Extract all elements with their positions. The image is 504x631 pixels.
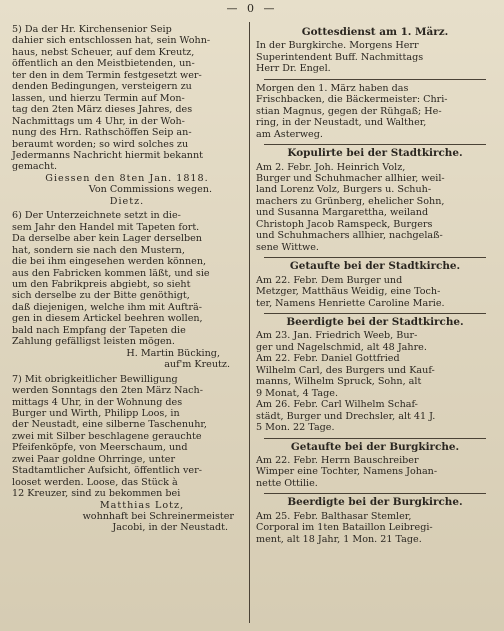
- text-line: In der Burgkirche. Morgens Herr: [256, 40, 419, 52]
- section-getaufte-stadt: [256, 261, 494, 309]
- notice-6: [12, 210, 242, 370]
- left-column: [12, 24, 242, 537]
- text-line: Burger und Wirth, Philipp Loos, in: [12, 407, 180, 419]
- signature-line-1: H. Martin Bücking,: [126, 347, 220, 359]
- text-line: Da derselbe aber kein Lager derselben: [12, 233, 202, 245]
- text-line: gen in diesem Artickel beehren wollen,: [12, 313, 203, 325]
- text-line: der Neustadt, eine silberne Taschenuhr,: [12, 419, 207, 431]
- place-date: Giessen den 8ten Jan. 1818.: [45, 172, 209, 184]
- section-heading: Gottesdienst am 1. März.: [301, 26, 449, 38]
- text-line: Herr Dr. Engel.: [256, 63, 331, 75]
- section-kopulirte: [256, 148, 494, 253]
- text-line: 7) Mit obrigkeitlicher Bewilligung: [12, 373, 178, 385]
- text-line: aus den Fabricken kommen läßt, und sie: [12, 267, 210, 279]
- signature-line-1: Von Commissions wegen.: [88, 184, 212, 196]
- text-line: Corporal im 1ten Bataillon Leibregi-: [256, 522, 433, 534]
- text-line: hat, sondern sie nach den Mustern,: [12, 244, 185, 256]
- notice-7-text: [12, 374, 242, 500]
- text-line: Jedermanns Nachricht hiermit bekannt: [12, 149, 203, 161]
- section-text: [256, 83, 494, 140]
- text-line: lassen, und hierzu Termin auf Mon-: [12, 92, 185, 104]
- text-line: ring, in der Neustadt, und Walther,: [256, 117, 427, 129]
- section-heading: Getaufte bei der Stadtkirche.: [289, 260, 461, 273]
- text-line: ger und Nagelschmid, alt 48 Jahre.: [256, 341, 427, 353]
- text-line: Am 2. Febr. Joh. Heinrich Volz,: [256, 161, 406, 173]
- section-text: [256, 511, 494, 545]
- text-line: beraumt worden; so wird solches zu: [12, 138, 189, 150]
- text-line: Am 22. Febr. Dem Burger und: [256, 274, 403, 286]
- section-text: [256, 330, 494, 433]
- text-line: looset werden. Loose, das Stück à: [12, 476, 178, 488]
- text-line: Pfeifenköpfe, von Meerschaum, und: [12, 442, 188, 454]
- text-line: sich derselbe zu der Bitte genöthigt,: [12, 290, 190, 302]
- section-bakers: [256, 83, 494, 140]
- text-line: Frischbacken, die Bäckermeister: Chri-: [256, 94, 448, 106]
- text-line: tag den 2ten März dieses Jahres, des: [12, 104, 193, 116]
- text-line: Am 26. Febr. Carl Wilhelm Schaf-: [256, 399, 418, 411]
- text-line: Superintendent Buff. Nachmittags: [256, 51, 424, 63]
- signature-name: Matthias Lotz,: [99, 499, 185, 511]
- section-divider: [264, 79, 486, 80]
- text-line: 5 Mon. 22 Tage.: [256, 422, 335, 434]
- text-line: Am 25. Febr. Balthasar Stemler,: [256, 510, 412, 522]
- notice-7: [12, 374, 242, 534]
- text-line: haus, nebst Scheuer, auf dem Kreutz,: [12, 46, 195, 58]
- column-divider: [249, 22, 250, 623]
- text-line: um den Fabrikpreis abgiebt, so sieht: [12, 278, 191, 290]
- notice-5-text: [12, 24, 242, 173]
- section-beerdigte-burg: [256, 497, 494, 545]
- text-line: öffentlich an den Meistbietenden, un-: [12, 58, 195, 70]
- signature-line-1: wohnhaft bei Schreinermeister: [82, 511, 234, 523]
- text-line: bald nach Empfang der Tapeten die: [12, 324, 186, 336]
- section-heading: Kopulirte bei der Stadtkirche.: [287, 147, 463, 160]
- text-line: 12 Kreuzer, sind zu bekommen bei: [12, 488, 181, 500]
- signature-line-2: Jacobi, in der Neustadt.: [112, 522, 228, 534]
- text-line: zwei Paar goldne Ohrringe, unter: [12, 453, 176, 465]
- section-heading: Getaufte bei der Burgkirche.: [290, 440, 460, 453]
- section-heading: Beerdigte bei der Burgkirche.: [287, 496, 463, 509]
- text-line: städt, Burger und Drechsler, alt 41 J.: [256, 410, 436, 422]
- section-heading: Beerdigte bei der Stadtkirche.: [286, 315, 464, 328]
- notice-6-text: [12, 210, 242, 347]
- page-number: — 0 —: [226, 2, 278, 15]
- text-line: nette Ottilie.: [256, 477, 318, 489]
- text-line: gemacht.: [12, 161, 58, 173]
- text-line: Christoph Jacob Ramspeck, Burgers: [256, 218, 433, 230]
- section-divider: [264, 257, 486, 258]
- text-line: ter den in dem Termin festgesetzt wer-: [12, 69, 202, 81]
- text-line: dahier sich entschlossen hat, sein Wohn-: [12, 35, 211, 47]
- text-line: stian Magnus, gegen der Rühgaß; He-: [256, 105, 442, 117]
- text-line: Metzger, Matthäus Weidig, eine Toch-: [256, 286, 441, 298]
- text-line: denden Bedingungen, versteigern zu: [12, 81, 192, 93]
- text-line: machers zu Grünberg, ehelicher Sohn,: [256, 195, 445, 207]
- text-line: Stadtamtlicher Aufsicht, öffentlich ver-: [12, 465, 202, 477]
- text-line: daß diejenigen, welche ihm mit Aufträ-: [12, 301, 202, 313]
- text-line: Am 22. Febr. Herrn Bauschreiber: [256, 454, 419, 466]
- text-line: am Asterweg.: [256, 128, 323, 140]
- text-line: Burger und Schuhmacher allhier, weil-: [256, 172, 445, 184]
- right-column: [256, 24, 494, 548]
- text-line: und Susanna Margarettha, weiland: [256, 207, 429, 219]
- section-divider: [264, 144, 486, 145]
- text-line: zwei mit Silber beschlagene gerauchte: [12, 430, 202, 442]
- text-line: ment, alt 18 Jahr, 1 Mon. 21 Tage.: [256, 533, 422, 545]
- text-line: mittags 4 Uhr, in der Wohnung des: [12, 396, 183, 408]
- section-text: [256, 40, 494, 74]
- text-line: 5) Da der Hr. Kirchensenior Seip: [12, 24, 172, 35]
- text-line: Nachmittags um 4 Uhr, in der Woh-: [12, 115, 185, 127]
- signature-line-2: auf'm Kreutz.: [164, 359, 230, 371]
- text-line: die bei ihm eingesehen werden können,: [12, 256, 207, 268]
- section-getaufte-burg: [256, 442, 494, 490]
- section-text: [256, 162, 494, 254]
- section-text: [256, 275, 494, 309]
- text-line: 6) Der Unterzeichnete setzt in die-: [12, 210, 181, 222]
- section-divider: [264, 438, 486, 439]
- section-beerdigte-stadt: [256, 317, 494, 434]
- section-divider: [264, 493, 486, 494]
- text-line: Wilhelm Carl, des Burgers und Kauf-: [256, 364, 435, 376]
- signature-name: Dietz.: [109, 195, 145, 207]
- text-line: sene Wittwe.: [256, 241, 319, 253]
- text-line: 9 Monat, 4 Tage.: [256, 387, 339, 399]
- text-line: manns, Wilhelm Spruck, Sohn, alt: [256, 376, 422, 388]
- section-text: [256, 455, 494, 489]
- text-line: Wimper eine Tochter, Namens Johan-: [256, 466, 438, 478]
- text-line: land Lorenz Volz, Burgers u. Schuh-: [256, 184, 432, 196]
- section-gottesdienst: [256, 27, 494, 75]
- notice-5: [12, 24, 242, 207]
- text-line: Am 23. Jan. Friedrich Weeb, Bur-: [256, 330, 418, 342]
- text-line: nung des Hrn. Rathschöffen Seip an-: [12, 127, 192, 139]
- text-line: Morgen den 1. März haben das: [256, 82, 409, 94]
- text-line: Zahlung gefälligst leisten mögen.: [12, 336, 175, 348]
- text-line: und Schuhmachers allhier, nachgelaß-: [256, 230, 443, 242]
- text-line: Am 22. Febr. Daniel Gottfried: [256, 353, 400, 365]
- text-line: werden Sonntags den 2ten März Nach-: [12, 385, 203, 397]
- text-line: sem Jahr den Handel mit Tapeten fort.: [12, 221, 200, 233]
- section-divider: [264, 313, 486, 314]
- text-line: ter, Namens Henriette Caroline Marie.: [256, 297, 445, 309]
